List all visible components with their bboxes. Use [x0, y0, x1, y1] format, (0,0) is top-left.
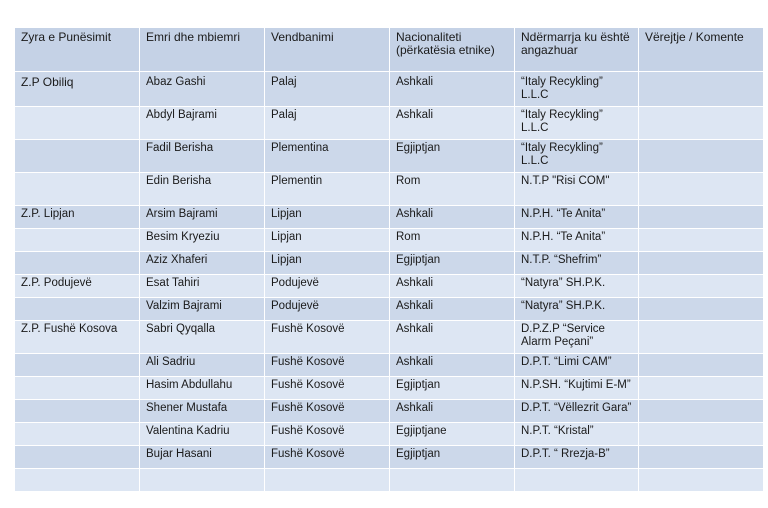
cell-nationality: [390, 469, 515, 492]
cell-name: Edin Berisha: [140, 173, 265, 206]
cell-nationality: Egjiptjane: [390, 423, 515, 446]
cell-residence: [265, 469, 390, 492]
cell-nationality: Egjiptjan: [390, 377, 515, 400]
cell-name: Esat Tahiri: [140, 275, 265, 298]
cell-name: Valentina Kadriu: [140, 423, 265, 446]
table-row: [15, 400, 764, 423]
cell-name: [140, 469, 265, 492]
cell-comments: [639, 354, 764, 377]
cell-comments: [639, 140, 764, 173]
cell-comments: [639, 229, 764, 252]
cell-comments: [639, 423, 764, 446]
cell-nationality: Ashkali: [390, 400, 515, 423]
cell-employer: “Italy Recykling” L.L.C: [515, 107, 639, 140]
cell-office: [15, 173, 140, 206]
table-row: [15, 377, 764, 400]
cell-residence: Plementin: [265, 173, 390, 206]
cell-nationality: Rom: [390, 173, 515, 206]
cell-office: [15, 423, 140, 446]
cell-nationality: Ashkali: [390, 354, 515, 377]
cell-employer: N.P.H. “Te Anita”: [515, 206, 639, 229]
cell-comments: [639, 469, 764, 492]
cell-office: Z.P. Podujevë: [15, 275, 140, 298]
table-row: [15, 206, 764, 229]
cell-nationality: Rom: [390, 229, 515, 252]
cell-office: [15, 107, 140, 140]
cell-residence: Palaj: [265, 72, 390, 107]
cell-office: [15, 377, 140, 400]
cell-nationality: Ashkali: [390, 206, 515, 229]
table-row: [15, 140, 764, 173]
table-row: [15, 423, 764, 446]
cell-name: Hasim Abdullahu: [140, 377, 265, 400]
cell-residence: Plementina: [265, 140, 390, 173]
cell-residence: Lipjan: [265, 229, 390, 252]
cell-residence: Fushë Kosovë: [265, 354, 390, 377]
table-row: [15, 229, 764, 252]
table-row: [15, 275, 764, 298]
cell-employer: N.P.H. “Te Anita”: [515, 229, 639, 252]
cell-nationality: Ashkali: [390, 298, 515, 321]
cell-office: Z.P. Lipjan: [15, 206, 140, 229]
cell-office: [15, 400, 140, 423]
cell-comments: [639, 252, 764, 275]
cell-nationality: Ashkali: [390, 72, 515, 107]
cell-nationality: Ashkali: [390, 321, 515, 354]
cell-name: Abaz Gashi: [140, 72, 265, 107]
cell-nationality: Ashkali: [390, 275, 515, 298]
cell-office: [15, 354, 140, 377]
cell-comments: [639, 446, 764, 469]
cell-employer: D.P.T. “ Rrezja-B”: [515, 446, 639, 469]
cell-name: Sabri Qyqalla: [140, 321, 265, 354]
cell-name: Arsim Bajrami: [140, 206, 265, 229]
cell-name: Bujar Hasani: [140, 446, 265, 469]
cell-employer: “Natyra” SH.P.K.: [515, 298, 639, 321]
cell-comments: [639, 107, 764, 140]
header-comments: Vërejtje / Komente: [639, 28, 764, 72]
cell-comments: [639, 206, 764, 229]
table-row: [15, 107, 764, 140]
cell-employer: N.T.P "Risi COM": [515, 173, 639, 206]
table-row: [15, 354, 764, 377]
cell-employer: D.P.T. “Limi CAM”: [515, 354, 639, 377]
table-row: [15, 469, 764, 492]
cell-employer: D.P.Z.P “Service Alarm Peçani”: [515, 321, 639, 354]
cell-office: Z.P Obiliq: [15, 72, 140, 107]
cell-name: Besim Kryeziu: [140, 229, 265, 252]
cell-residence: Fushë Kosovë: [265, 400, 390, 423]
cell-residence: Lipjan: [265, 206, 390, 229]
cell-name: Abdyl Bajrami: [140, 107, 265, 140]
cell-comments: [639, 298, 764, 321]
cell-office: Z.P. Fushë Kosova: [15, 321, 140, 354]
header-employer: Ndërmarrja ku është angazhuar: [515, 28, 639, 72]
cell-office: [15, 229, 140, 252]
cell-office: [15, 446, 140, 469]
cell-residence: Podujevë: [265, 298, 390, 321]
cell-office: [15, 469, 140, 492]
header-residence: Vendbanimi: [265, 28, 390, 72]
cell-residence: Fushë Kosovë: [265, 423, 390, 446]
cell-name: Aziz Xhaferi: [140, 252, 265, 275]
cell-employer: N.P.SH. “Kujtimi E-M”: [515, 377, 639, 400]
cell-nationality: Ashkali: [390, 107, 515, 140]
cell-residence: Fushë Kosovë: [265, 321, 390, 354]
cell-employer: N.P.T. “Kristal”: [515, 423, 639, 446]
cell-comments: [639, 275, 764, 298]
cell-comments: [639, 321, 764, 354]
table-row: [15, 72, 764, 107]
table-row: [15, 252, 764, 275]
cell-employer: “Italy Recykling” L.L.C: [515, 140, 639, 173]
cell-residence: Fushë Kosovë: [265, 377, 390, 400]
cell-employer: “Italy Recykling” L.L.C: [515, 72, 639, 107]
cell-name: Valzim Bajrami: [140, 298, 265, 321]
header-employment-office: Zyra e Punësimit: [15, 28, 140, 72]
cell-office: [15, 298, 140, 321]
table-row: [15, 321, 764, 354]
cell-employer: “Natyra” SH.P.K.: [515, 275, 639, 298]
employment-table: [14, 27, 764, 492]
cell-residence: Fushë Kosovë: [265, 446, 390, 469]
cell-comments: [639, 72, 764, 107]
cell-comments: [639, 400, 764, 423]
table-header-row: [15, 28, 764, 72]
table-row: [15, 298, 764, 321]
cell-nationality: Egjiptjan: [390, 252, 515, 275]
cell-name: Ali Sadriu: [140, 354, 265, 377]
header-full-name: Emri dhe mbiemri: [140, 28, 265, 72]
cell-residence: Lipjan: [265, 252, 390, 275]
cell-office: [15, 252, 140, 275]
cell-residence: Podujevë: [265, 275, 390, 298]
header-nationality: Nacionaliteti (përkatësia etnike): [390, 28, 515, 72]
cell-employer: D.P.T. “Vëllezrit Gara”: [515, 400, 639, 423]
cell-employer: N.T.P. “Shefrim”: [515, 252, 639, 275]
cell-name: Shener Mustafa: [140, 400, 265, 423]
cell-nationality: Egjiptjan: [390, 446, 515, 469]
cell-name: Fadil Berisha: [140, 140, 265, 173]
cell-comments: [639, 173, 764, 206]
table-row: [15, 446, 764, 469]
cell-residence: Palaj: [265, 107, 390, 140]
cell-office: [15, 140, 140, 173]
cell-employer: [515, 469, 639, 492]
cell-comments: [639, 377, 764, 400]
table-row: [15, 173, 764, 206]
cell-nationality: Egjiptjan: [390, 140, 515, 173]
